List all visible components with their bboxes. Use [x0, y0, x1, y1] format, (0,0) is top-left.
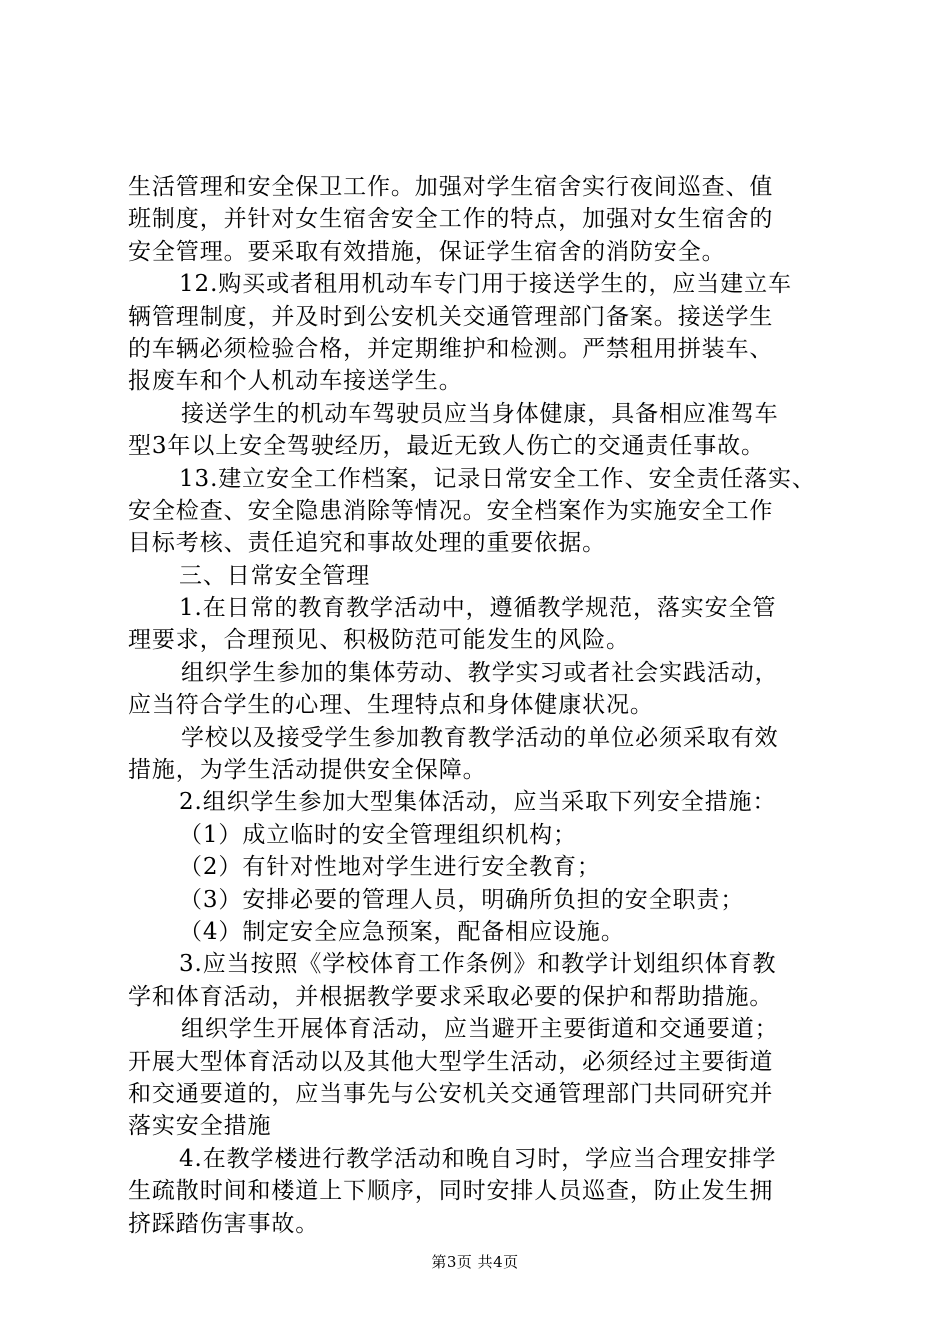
- text-line: 4.在教学楼进行教学活动和晚自习时，学应当合理安排学: [179, 1145, 777, 1172]
- text-line: 报废车和个人机动车接送学生。: [128, 368, 463, 395]
- list-item: （3）安排必要的管理人员，明确所负担的安全职责；: [179, 886, 745, 913]
- text-line: 3.应当按照《学校体育工作条例》和教学计划组织体育教: [179, 951, 777, 978]
- list-item: （4）制定安全应急预案，配备相应设施。: [179, 918, 625, 945]
- list-item: （1）成立临时的安全管理组织机构；: [179, 821, 577, 848]
- text-line: 生疏散时间和楼道上下顺序，同时安排人员巡查，防止发生拥: [128, 1178, 774, 1205]
- text-line: 学校以及接受学生参加教育教学活动的单位必须采取有效: [181, 724, 779, 751]
- page-footer: 第3页 共4页: [431, 1253, 519, 1271]
- text-line: 挤踩踏伤害事故。: [128, 1210, 320, 1237]
- text-line: 组织学生开展体育活动，应当避开主要街道和交通要道；: [181, 1016, 779, 1043]
- text-line: 学和体育活动，并根据教学要求采取必要的保护和帮助措施。: [128, 983, 774, 1010]
- text-line: 应当符合学生的心理、生理特点和身体健康状况。: [128, 692, 654, 719]
- text-line: 目标考核、责任追究和事故处理的重要依据。: [128, 530, 606, 557]
- document-body: [128, 171, 834, 1240]
- text-line: 的车辆必须检验合格，并定期维护和检测。严禁租用拼装车、: [128, 335, 774, 362]
- text-line: 组织学生参加的集体劳动、教学实习或者社会实践活动，: [181, 659, 779, 686]
- text-line: 接送学生的机动车驾驶员应当身体健康，具备相应准驾车: [181, 400, 779, 427]
- text-line: 理要求，合理预见、积极防范可能发生的风险。: [128, 627, 630, 654]
- text-line: 2.组织学生参加大型集体活动，应当采取下列安全措施：: [179, 789, 777, 816]
- text-line: 1.在日常的教育教学活动中，遵循教学规范，落实安全管: [179, 595, 777, 622]
- text-line: 型3年以上安全驾驶经历，最近无致人伤亡的交通责任事故。: [128, 433, 765, 460]
- text-line: 措施，为学生活动提供安全保障。: [128, 757, 487, 784]
- text-line: 12.购买或者租用机动车专门用于接送学生的，应当建立车: [179, 271, 792, 298]
- text-line: 安全管理。要采取有效措施，保证学生宿舍的消防安全。: [128, 238, 726, 265]
- list-item: （2）有针对性地对学生进行安全教育；: [179, 854, 601, 881]
- text-line: 13.建立安全工作档案，记录日常安全工作、安全责任落实、: [179, 465, 816, 492]
- text-line: 班制度，并针对女生宿舍安全工作的特点，加强对女生宿舍的: [128, 206, 774, 233]
- text-line: 辆管理制度，并及时到公安机关交通管理部门备案。接送学生: [128, 303, 774, 330]
- section-heading: 三、日常安全管理: [179, 562, 371, 589]
- text-line: 落实安全措施: [128, 1113, 272, 1140]
- text-line: 安全检查、安全隐患消除等情况。安全档案作为实施安全工作: [128, 497, 774, 524]
- text-line: 生活管理和安全保卫工作。加强对学生宿舍实行夜间巡查、值: [128, 174, 774, 200]
- text-line: 和交通要道的，应当事先与公安机关交通管理部门共同研究并: [128, 1080, 774, 1107]
- text-line: 开展大型体育活动以及其他大型学生活动，必须经过主要街道: [128, 1048, 774, 1075]
